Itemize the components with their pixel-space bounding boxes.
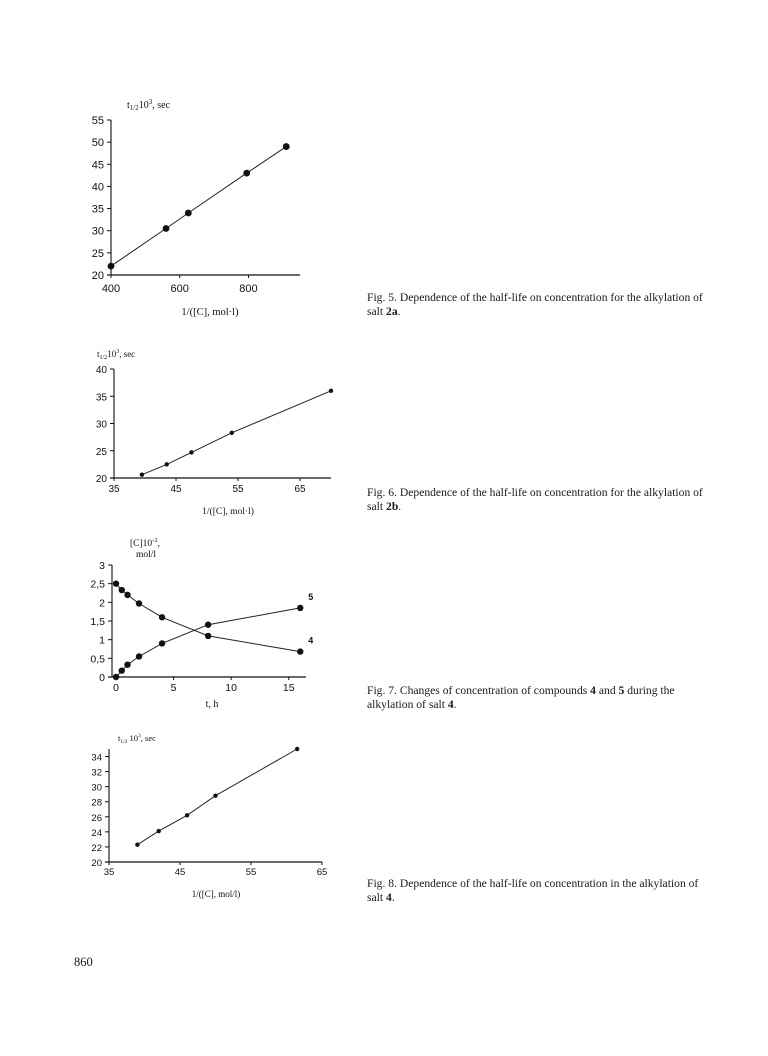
y-tick-label: 28 xyxy=(91,797,102,809)
data-point xyxy=(185,813,189,817)
figure-5-caption: Fig. 5. Dependence of the half-life on concentration for the alkylation of salt 2a. xyxy=(367,291,703,318)
figure-7-caption: Fig. 7. Changes of concentration of compounds 4 and 5 during the alkylation of salt 4. xyxy=(367,684,675,711)
data-point xyxy=(295,747,299,751)
y-tick-label: 30 xyxy=(95,419,107,431)
figure-6-caption: Fig. 6. Dependence of the half-life on concentration for the alkylation of salt 2b. xyxy=(367,486,703,513)
y-tick-label: 45 xyxy=(91,159,104,172)
y-tick-label: 1 xyxy=(99,634,105,647)
x-tick-label: 35 xyxy=(103,867,115,878)
x-tick-label: 15 xyxy=(282,682,295,694)
y-tick-label: 2,5 xyxy=(90,578,105,591)
caption-text: Dependence of the half-life on concentration for the alkylation of salt xyxy=(367,291,703,318)
y-tick-label: 55 xyxy=(91,115,104,127)
y-tick-label: 22 xyxy=(91,842,102,854)
x-axis-label: 1/([C], mol·l) xyxy=(181,307,239,318)
x-tick-label: 55 xyxy=(232,484,244,495)
series-label: 5 xyxy=(308,591,314,602)
y-axis-label: $t_{1/2}10^3$, sec xyxy=(97,349,136,361)
x-tick-label: 65 xyxy=(294,484,306,495)
data-point xyxy=(213,794,217,798)
y-tick-label: 0 xyxy=(99,672,105,684)
y-axis-label: $t_{1/2}10^3$, sec xyxy=(127,98,171,112)
y-tick-label: 34 xyxy=(91,752,102,764)
x-tick-label: 800 xyxy=(239,283,258,295)
compound-label: 2b xyxy=(386,500,399,513)
y-tick-label: 35 xyxy=(91,203,104,216)
series-label: 4 xyxy=(308,635,314,646)
x-tick-label: 45 xyxy=(174,867,186,878)
y-tick-label: 40 xyxy=(91,181,104,194)
compound-label: 5 xyxy=(618,684,625,697)
y-tick-label: 25 xyxy=(91,247,104,260)
x-tick-label: 0 xyxy=(113,682,119,694)
y-tick-label: 20 xyxy=(91,270,104,282)
x-axis-label: 1/([C], mol·l) xyxy=(202,507,254,517)
y-tick-label: 30 xyxy=(91,782,102,794)
y-tick-label: 24 xyxy=(91,827,102,839)
y-tick-label: 30 xyxy=(91,225,104,238)
y-tick-label: 26 xyxy=(91,812,102,824)
y-tick-label: 25 xyxy=(95,446,107,458)
compound-label: 4 xyxy=(386,891,392,904)
y-axis-label: $[C]10^{-2}$, xyxy=(130,537,160,549)
y-tick-label: 50 xyxy=(91,137,104,150)
x-tick-label: 5 xyxy=(170,682,177,694)
y-tick-label: 1,5 xyxy=(90,616,105,628)
x-axis-label: 1/([C], mol/l) xyxy=(191,889,241,899)
y-tick-label: 20 xyxy=(91,858,102,869)
y-tick-label: 2 xyxy=(99,597,105,610)
x-tick-label: 45 xyxy=(170,484,182,495)
y-tick-label: 3 xyxy=(99,560,105,572)
compound-label: 4 xyxy=(447,698,454,711)
caption-text: Changes of concentration of compounds xyxy=(399,684,588,697)
compound-label: 4 xyxy=(590,684,596,697)
y-tick-label: 35 xyxy=(95,392,107,404)
figure-label: Fig. 7. xyxy=(367,684,397,697)
x-tick-label: 400 xyxy=(101,283,121,295)
caption-text: Dependence of the half-life on concentration for the alkylation of salt xyxy=(367,486,703,513)
y-axis-label-unit: mol/l xyxy=(136,550,157,560)
figure-8-caption: Fig. 8. Dependence of the half-life on concentration in the alkylation of salt 4. xyxy=(367,877,699,904)
y-tick-label: 32 xyxy=(91,767,102,779)
caption-text: Dependence of the half-life on concentration in the alkylation of salt xyxy=(367,877,699,904)
page-number: 860 xyxy=(74,955,93,969)
x-tick-label: 600 xyxy=(170,283,189,295)
y-axis-label: $t_{1/2}$ $10^3$, sec xyxy=(118,733,156,745)
data-point xyxy=(135,842,139,846)
figure-label: Fig. 6. xyxy=(367,486,397,499)
y-tick-label: 40 xyxy=(95,365,107,376)
x-tick-label: 35 xyxy=(108,484,120,495)
figure-label: Fig. 5. xyxy=(367,291,397,304)
y-tick-label: 20 xyxy=(95,474,107,485)
x-tick-label: 10 xyxy=(225,682,237,694)
figure-label: Fig. 8. xyxy=(367,877,397,890)
x-axis-label: t, h xyxy=(205,699,219,710)
x-tick-label: 65 xyxy=(316,867,328,878)
y-tick-label: 0,5 xyxy=(90,653,105,666)
data-point xyxy=(157,829,161,833)
compound-label: 2a xyxy=(386,305,398,318)
x-tick-label: 55 xyxy=(245,867,257,878)
